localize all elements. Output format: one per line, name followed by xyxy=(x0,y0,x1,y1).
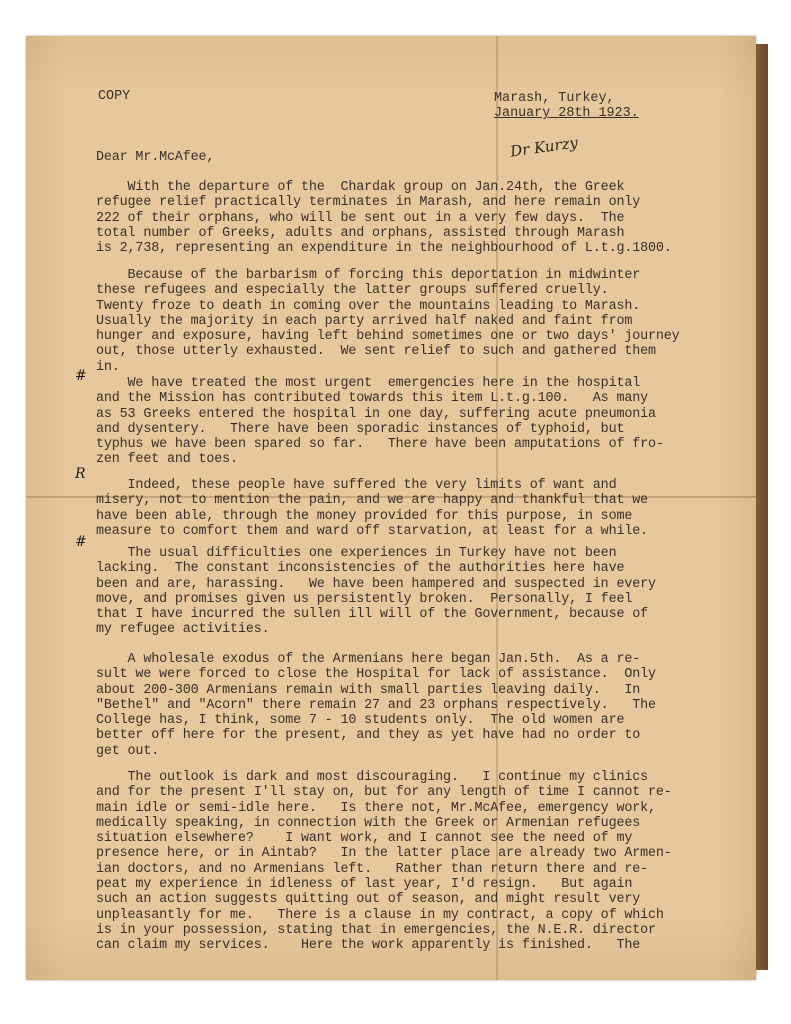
handwritten-note: Dr Kurzy xyxy=(509,133,579,161)
letter-heading xyxy=(494,91,639,121)
margin-mark: # xyxy=(75,368,87,384)
margin-mark: # xyxy=(75,534,87,550)
paragraph-6: A wholesale exodus of the Armenians here began Jan.5th. As a re- sult we were forced to close the Hospital for lack of assistance. Only about 200-300 Armenians remain with small parties leaving daily. In "Bethel" and "Acorn" there remain 27 and 23 orphans respectively. The College has, I think, some 7 - 10 students only. The old women are better off here for the present, and they as yet have had no order to get out. xyxy=(96,652,656,759)
paragraph-3: We have treated the most urgent emergencies here in the hospital and the Mission has contributed towards this item L.t.g.100. As many as 53 Greeks entered the hospital in one day, suffering acute pneumonia and dysentery. There have been sporadic instances of typhoid, but typhus we have been spared so far. There have been amputations of fro- zen feet and toes. xyxy=(96,376,664,468)
paragraph-4: Indeed, these people have suffered the very limits of want and misery, not to mention the pain, and we are happy and thankful that we have been able, through the money provided for this purpose, in some measure to comfort them and ward off starvation, at least for a while. xyxy=(96,478,648,539)
location-line: Marash, Turkey, xyxy=(494,91,615,106)
salutation: Dear Mr.McAfee, xyxy=(96,150,215,165)
date-line: January 28th 1923. xyxy=(494,106,639,121)
paragraph-5: The usual difficulties one experiences in Turkey have not been lacking. The constant inconsistencies of the authorities here have been and are, harassing. We have been hampered and suspected in every move, and promises given us persistently broken. Personally, I feel that I have incurred the sullen ill will of the Government, because of my refugee activities. xyxy=(96,546,656,638)
margin-mark: R xyxy=(75,466,86,482)
paragraph-2: Because of the barbarism of forcing this deportation in midwinter these refugees and especially the latter groups suffered cruelly. Twenty froze to death in coming over the mountains leading to Marash. Usually the majority in each party arrived half naked and faint from hunger and exposure, having left behind sometimes one or two days' journey out, those utterly exhausted. We sent relief to such and gathered them in. xyxy=(96,268,680,375)
paragraph-1: With the departure of the Chardak group on Jan.24th, the Greek refugee relief practically terminates in Marash, and here remain only 222 of their orphans, who will be sent out in a very few days. The total number of Greeks, adults and orphans, assisted through Marash is 2,738, representing an expenditure in the neighbourhood of L.t.g.1800. xyxy=(96,180,672,257)
copy-label: COPY xyxy=(98,89,131,104)
paragraph-7: The outlook is dark and most discouraging. I continue my clinics and for the present I'll stay on, but for any length of time I cannot re- main idle or semi-idle here. Is there not, Mr.McAfee, emergency work, medically speaking, in connection with the Greek or Armenian refugees situation elsewhere? I want work, and I cannot see the need of my presence here, or in Aintab? In the latter place are already two Armen- ian doctors, and no Armenians left. Rather than return there and re- peat my experience in idleness of last year, I'd resign. But again such an action suggests quitting out of season, and might result very unpleasantly for me. There is a clause in my contract, a copy of which is in your possession, stating that in emergencies, the N.E.R. director can claim my services. Here the work apparently is finished. The xyxy=(96,770,672,954)
